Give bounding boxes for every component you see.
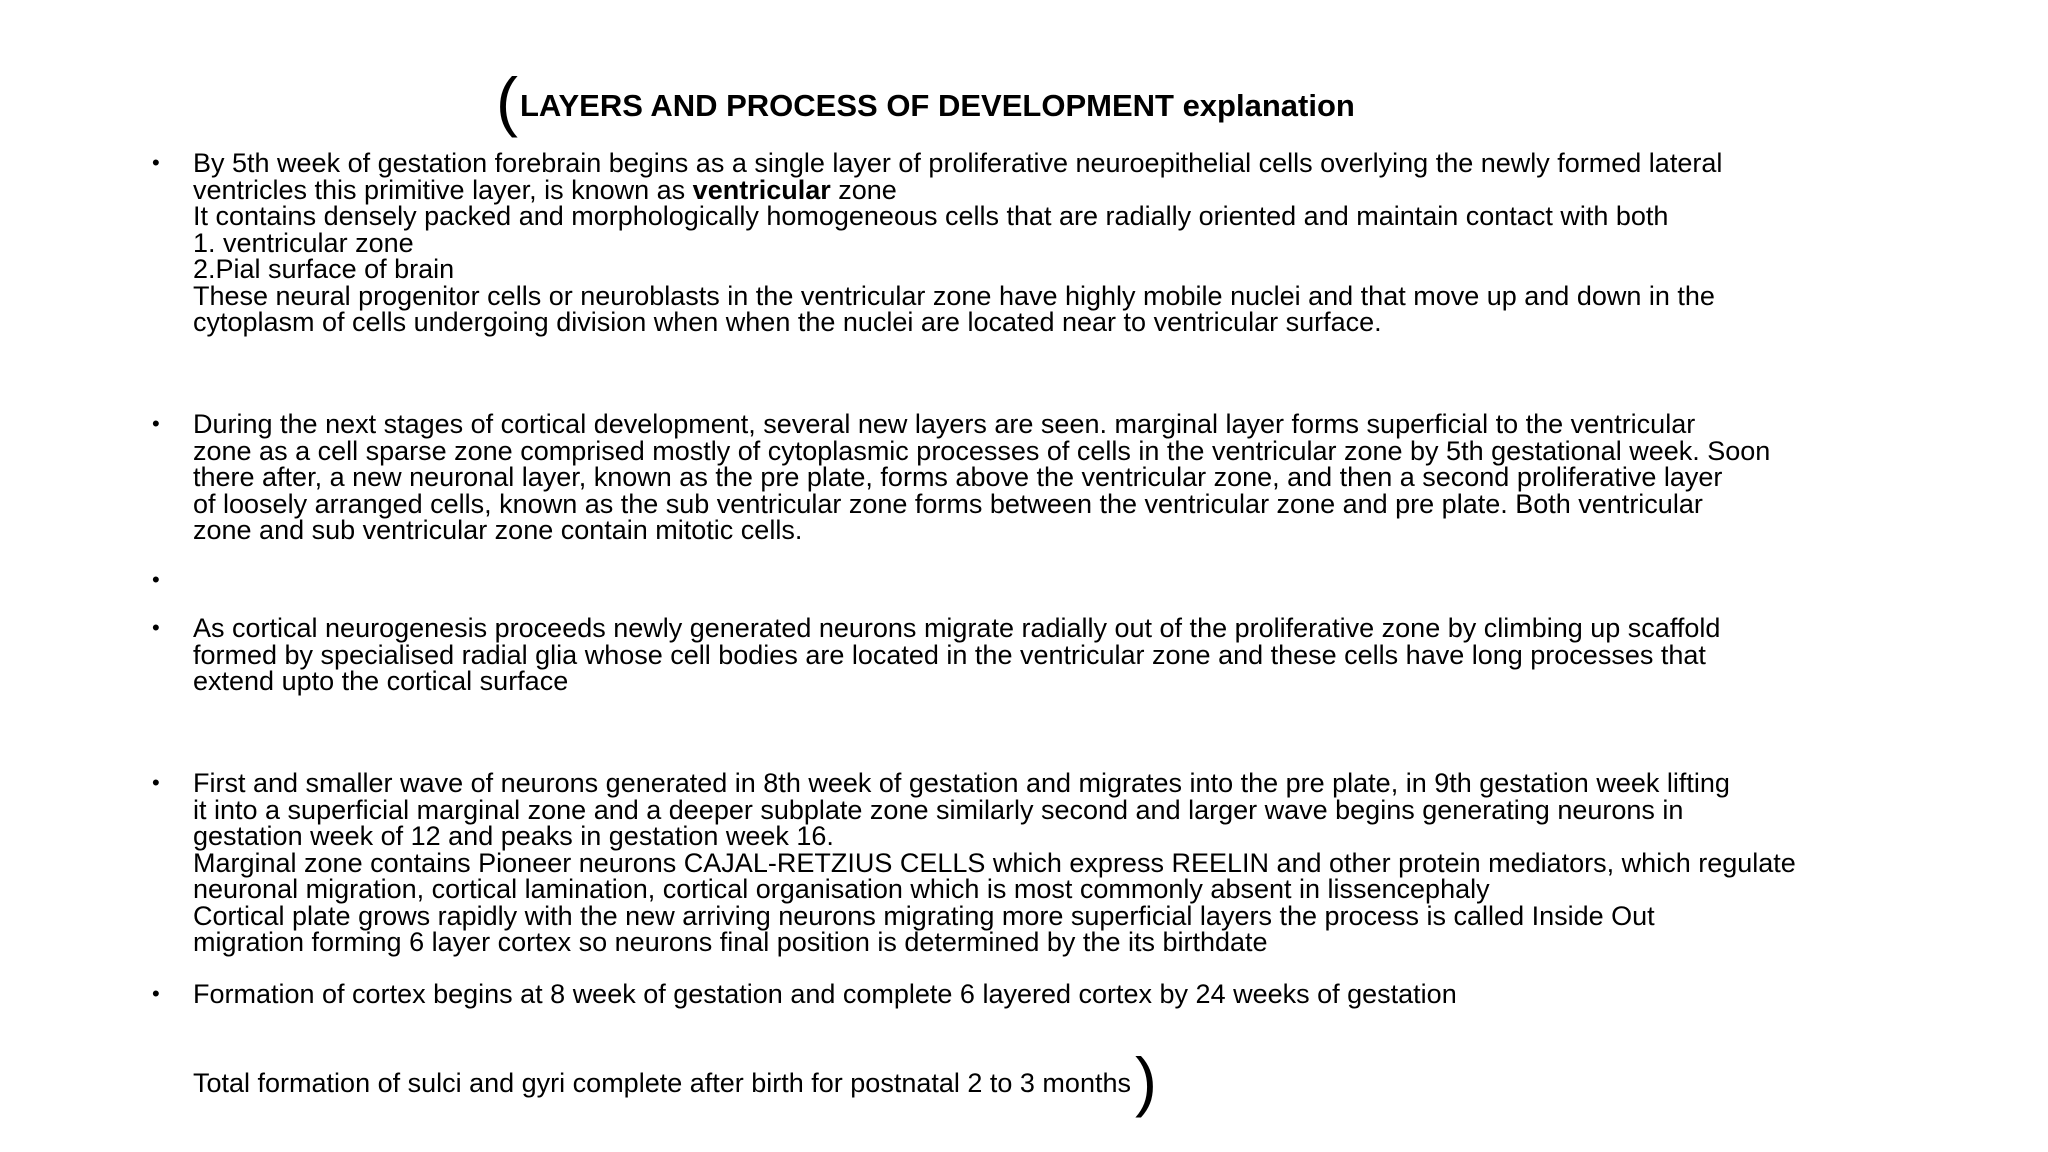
bullet-dot: • bbox=[152, 615, 160, 640]
title-suffix: explanation bbox=[1173, 88, 1355, 123]
ventricular-bold: ventricular bbox=[692, 174, 831, 205]
bullet-1-line-2 bbox=[193, 174, 2048, 205]
bullet-2-line-1: During the next stages of cortical development, several new layers are seen. marginal layer forms superficial to the ventricular bbox=[193, 409, 1696, 439]
bullet-1-line-1: By 5th week of gestation forebrain begins as a single layer of proliferative neuroepithelial cells overlying the newly formed lateral bbox=[193, 148, 1723, 178]
bullet-4-text bbox=[193, 615, 2048, 695]
bullet-6-line-2 bbox=[193, 1043, 2048, 1118]
bullet-5-line-7: migration forming 6 layer cortex so neurons final position is determined by the its birthdate bbox=[193, 927, 1268, 957]
bullet-dot: • bbox=[152, 150, 160, 175]
bullet-dot: • bbox=[152, 567, 160, 592]
title-open-paren: ( bbox=[496, 64, 518, 138]
bullet-1-text bbox=[193, 150, 2048, 336]
bullet-5-line-6: Cortical plate grows rapidly with the new arriving neurons migrating more superficial layers the process is called Inside Out bbox=[193, 900, 1655, 931]
bullet-dot: • bbox=[152, 770, 160, 795]
bullet-dot: • bbox=[152, 411, 160, 436]
bullet-1-line-4: 1. ventricular zone bbox=[193, 227, 414, 258]
bullet-4-line-3: extend upto the cortical surface bbox=[193, 666, 569, 696]
bullet-2-line-5: zone and sub ventricular zone contain mitotic cells. bbox=[193, 515, 803, 545]
bullet-2-text bbox=[193, 411, 2048, 544]
bullet-1-line-7: cytoplasm of cells undergoing division when when the nuclei are located near to ventricular surface. bbox=[193, 307, 1382, 337]
bullet-dot: • bbox=[152, 981, 160, 1006]
bullet-2-line-4: of loosely arranged cells, known as the sub ventricular zone forms between the ventricular zone and pre plate. Both ventricular bbox=[193, 488, 1703, 519]
bullet-2-line-2: zone as a cell sparse zone comprised mostly of cytoplasmic processes of cells in the ventricular zone by 5th gestational week. Soon bbox=[193, 435, 1771, 466]
bullet-1-line-3: It contains densely packed and morphologically homogeneous cells that are radially oriented and maintain contact with both bbox=[193, 201, 1669, 231]
bullet-1-line-2-pre: ventricles this primitive layer, is known as bbox=[193, 174, 693, 205]
bullet-4-line-1: As cortical neurogenesis proceeds newly generated neurons migrate radially out of the proliferative zone by climbing up scaffold bbox=[193, 613, 1721, 643]
bullet-1-line-2-post: zone bbox=[830, 174, 897, 205]
slide-title bbox=[496, 64, 1355, 138]
bullet-1-line-5: 2.Pial surface of brain bbox=[193, 254, 455, 284]
bullet-5-text bbox=[193, 770, 2048, 956]
bullet-5-line-2: it into a superficial marginal zone and a deeper subplate zone similarly second and larger wave begins generating neurons in bbox=[193, 794, 1684, 825]
bullet-6-text bbox=[193, 979, 2048, 1118]
bullet-5-line-1: First and smaller wave of neurons generated in 8th week of gestation and migrates into the pre plate, in 9th gestation week lifting bbox=[193, 768, 1730, 798]
bullet-6-line-2-text: Total formation of sulci and gyri complete after birth for postnatal 2 to 3 months bbox=[193, 1067, 1131, 1098]
bullet-4-line-2: formed by specialised radial glia whose cell bodies are located in the ventricular zone and these cells have long processes that bbox=[193, 639, 1706, 670]
bullet-5-line-3: gestation week of 12 and peaks in gestation week 16. bbox=[193, 821, 834, 851]
title-main: LAYERS AND PROCESS OF DEVELOPMENT bbox=[519, 88, 1174, 123]
bullet-2-line-3: there after, a new neuronal layer, known as the pre plate, forms above the ventricular zone, and then a second proliferative layer bbox=[193, 462, 1723, 492]
bullet-1-line-6: These neural progenitor cells or neuroblasts in the ventricular zone have highly mobile nuclei and that move up and down in the bbox=[193, 280, 1715, 311]
closing-paren: ) bbox=[1134, 1043, 1157, 1118]
bullet-6-line-1: Formation of cortex begins at 8 week of gestation and complete 6 layered cortex by 24 weeks of gestation bbox=[193, 979, 1457, 1009]
bullet-5-line-5: neuronal migration, cortical lamination, cortical organisation which is most commonly absent in lissencephaly bbox=[193, 874, 1490, 904]
bullet-5-line-4: Marginal zone contains Pioneer neurons CAJAL-RETZIUS CELLS which express REELIN and other protein mediators, which regulate bbox=[193, 847, 1796, 878]
